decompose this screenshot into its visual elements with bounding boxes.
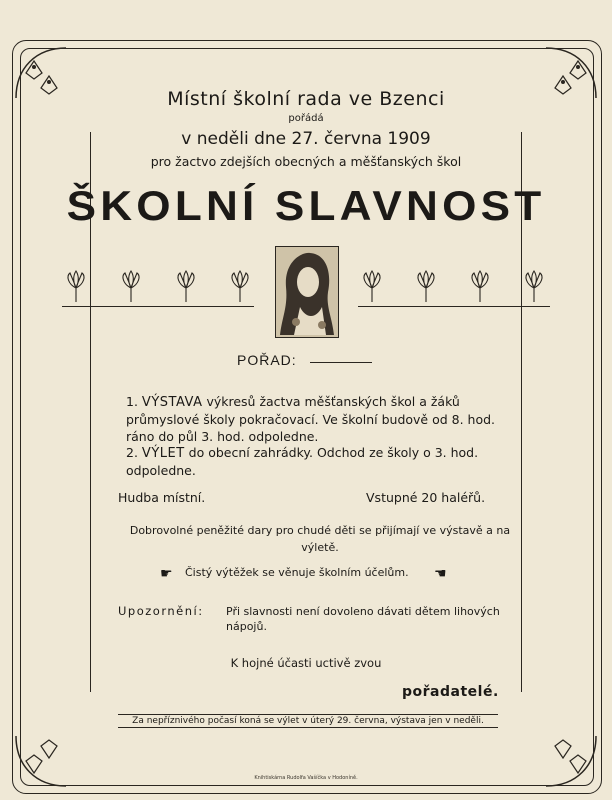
- item-keyword: VÝLET: [141, 446, 185, 461]
- lily-icon: [466, 270, 494, 304]
- net-proceeds-text: Čistý výtěžek se věnuje školním účelům.: [185, 566, 409, 579]
- notice-label: Upozornění:: [118, 604, 204, 618]
- program-heading-rule: [310, 362, 372, 363]
- program-item: [126, 444, 506, 479]
- pointing-hand-right-icon: ☚: [434, 566, 447, 582]
- lily-icon: [117, 270, 145, 304]
- lily-icon: [172, 270, 200, 304]
- pointing-hand-left-icon: ☛: [160, 566, 173, 582]
- audience-line: pro žactvo zdejších obecných a měšťanských škol: [150, 154, 462, 169]
- signature-text: pořadatelé.: [402, 684, 499, 700]
- item-number: 2.: [126, 445, 138, 460]
- printer-imprint: Knihtiskárna Rudolfa Vašíčka v Hodoníně.: [254, 775, 358, 781]
- organizer-line: Místní školní rada ve Bzenci: [167, 88, 445, 110]
- lily-corner-ornament-icon: [6, 726, 76, 796]
- woman-portrait-image: [275, 246, 339, 338]
- divider-rule: [358, 306, 550, 307]
- lily-corner-ornament-icon: [536, 726, 606, 796]
- invitation-text: K hojné účasti uctivě zvou: [230, 656, 382, 670]
- divider-rule: [62, 306, 254, 307]
- item-number: 1.: [126, 394, 138, 409]
- music-text: Hudba místní.: [118, 490, 206, 505]
- lily-icon: [62, 270, 90, 304]
- footer-note: Za nepříznivého počasí koná se výlet v úterý 29. června, výstava jen v neděli.: [118, 714, 498, 728]
- program-item: [126, 393, 506, 445]
- organizes-line: pořádá: [288, 113, 324, 124]
- notice-text: Při slavnosti není dovoleno dávati dětem lihových nápojů.: [226, 605, 500, 633]
- admission-text: Vstupné 20 haléřů.: [366, 490, 486, 505]
- item-keyword: VÝSTAVA: [141, 395, 203, 410]
- lily-icon: [226, 270, 254, 304]
- lily-icon: [358, 270, 386, 304]
- date-line: v neděli dne 27. června 1909: [181, 129, 431, 149]
- program-heading: POŘAD:: [237, 352, 297, 368]
- donations-text: Dobrovolné peněžité dary pro chudé děti se přijímají ve výstavě a na výletě.: [129, 524, 511, 554]
- lily-icon: [412, 270, 440, 304]
- item-text: výkresů žactva měšťanských škol a žáků průmyslové školy pokračovací. Ve školní budově od 8. hod. ráno do půl 3. hod. odpoledne.: [126, 394, 496, 444]
- item-text: do obecní zahrádky. Odchod ze školy o 3. hod. odpoledne.: [126, 445, 479, 478]
- page-title: ŠKOLNÍ SLAVNOST: [66, 182, 546, 229]
- lily-icon: [520, 270, 548, 304]
